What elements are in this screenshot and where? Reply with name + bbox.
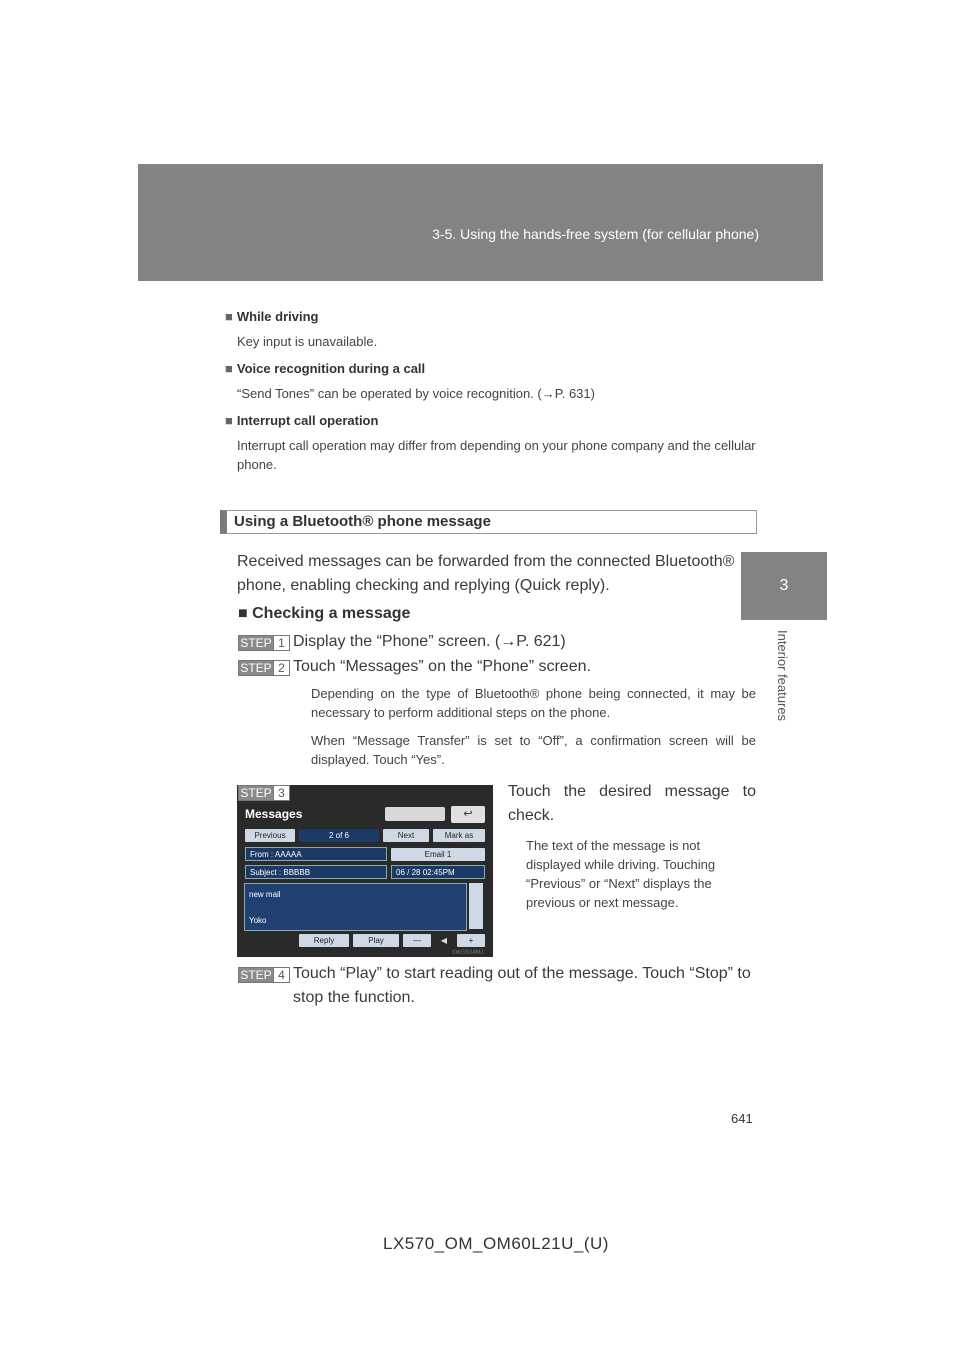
- note-while-driving: [225, 309, 765, 351]
- next-button[interactable]: Next: [383, 829, 429, 842]
- plus-icon: +: [468, 936, 474, 945]
- chapter-title: 3-5. Using the hands-free system (for cellular phone): [432, 226, 759, 242]
- step-badge-4: STEP 4: [238, 967, 290, 983]
- screen-title: Messages: [245, 807, 303, 821]
- minus-icon: —: [413, 936, 421, 945]
- play-button[interactable]: Play: [353, 934, 399, 947]
- reply-button[interactable]: Reply: [299, 934, 349, 947]
- message-counter: 2 of 6: [299, 829, 379, 842]
- note-body: Interrupt call operation may differ from depending on your phone company and the cellular phone.: [237, 438, 756, 472]
- message-body-line: new mail: [249, 890, 281, 899]
- volume-up-button[interactable]: [457, 934, 485, 947]
- step-2-note-1: Depending on the type of Bluetooth® phone being connected, it may be necessary to perform additional steps on the phone.: [311, 686, 756, 720]
- note-title: Voice recognition during a call: [236, 361, 426, 376]
- volume-down-button[interactable]: [403, 934, 431, 947]
- note-body: Key input is unavailable.: [237, 334, 378, 349]
- back-arrow-icon: ↩: [463, 808, 473, 820]
- datetime-field: 06 / 28 02:45PM: [391, 865, 485, 879]
- back-button[interactable]: [451, 806, 485, 823]
- page-number: 641: [731, 1111, 753, 1126]
- note-voice-recognition: [225, 361, 765, 403]
- note-body: “Send Tones” can be operated by voice recognition. (→P. 631): [237, 386, 595, 401]
- status-indicator: [385, 807, 445, 821]
- subheading: ■ Checking a message: [238, 605, 411, 622]
- square-bullet-icon: ■: [225, 309, 233, 324]
- step-3-note: The text of the message is not displayed while driving. Touching “Previous” or “Next” displays the previous or next message.: [526, 838, 716, 910]
- subject-field: Subject : BBBBB: [245, 865, 387, 879]
- step-badge-2: STEP 2: [238, 660, 290, 676]
- message-body: [244, 883, 467, 931]
- previous-button[interactable]: Previous: [245, 829, 295, 842]
- square-bullet-icon: ■: [225, 361, 233, 376]
- speaker-icon: ◀: [440, 936, 448, 945]
- document-code: LX570_OM_OM60L21U_(U): [383, 1234, 609, 1253]
- email-account-button[interactable]: Email 1: [391, 848, 485, 861]
- section-heading: Using a Bluetooth® phone message: [220, 510, 757, 534]
- step-2-text: Touch “Messages” on the “Phone” screen.: [293, 658, 591, 675]
- from-field: From : AAAAA: [245, 847, 387, 861]
- step-4-text: Touch “Play” to start reading out of the message. Touch “Stop” to stop the function.: [293, 965, 751, 1006]
- scrollbar[interactable]: [469, 883, 483, 929]
- section-intro: Received messages can be forwarded from the connected Bluetooth® phone, enabling checking and replying (Quick reply).: [237, 553, 735, 594]
- chapter-header: [138, 164, 823, 281]
- figure-code: I06GS046U: [452, 950, 484, 956]
- note-title: While driving: [236, 309, 319, 324]
- step-2-note-2: When “Message Transfer” is set to “Off”, a confirmation screen will be displayed. Touch “Yes”.: [311, 733, 756, 767]
- note-title: Interrupt call operation: [236, 413, 379, 428]
- step-badge-3: STEP 3: [238, 785, 290, 801]
- step-1-text: Display the “Phone” screen. (→P. 621): [293, 633, 566, 650]
- mark-unread-button[interactable]: Mark as: [433, 829, 485, 842]
- message-body-line: Yoko: [249, 916, 267, 925]
- note-interrupt-call: [225, 413, 765, 474]
- step-3-text: Touch the desired message to check.: [508, 783, 756, 824]
- step-badge-1: STEP 1: [238, 635, 290, 651]
- chapter-tab-label: Interior features: [775, 630, 790, 722]
- messages-screen: [237, 785, 493, 957]
- square-bullet-icon: ■: [225, 413, 233, 428]
- chapter-tab: 3: [741, 552, 827, 620]
